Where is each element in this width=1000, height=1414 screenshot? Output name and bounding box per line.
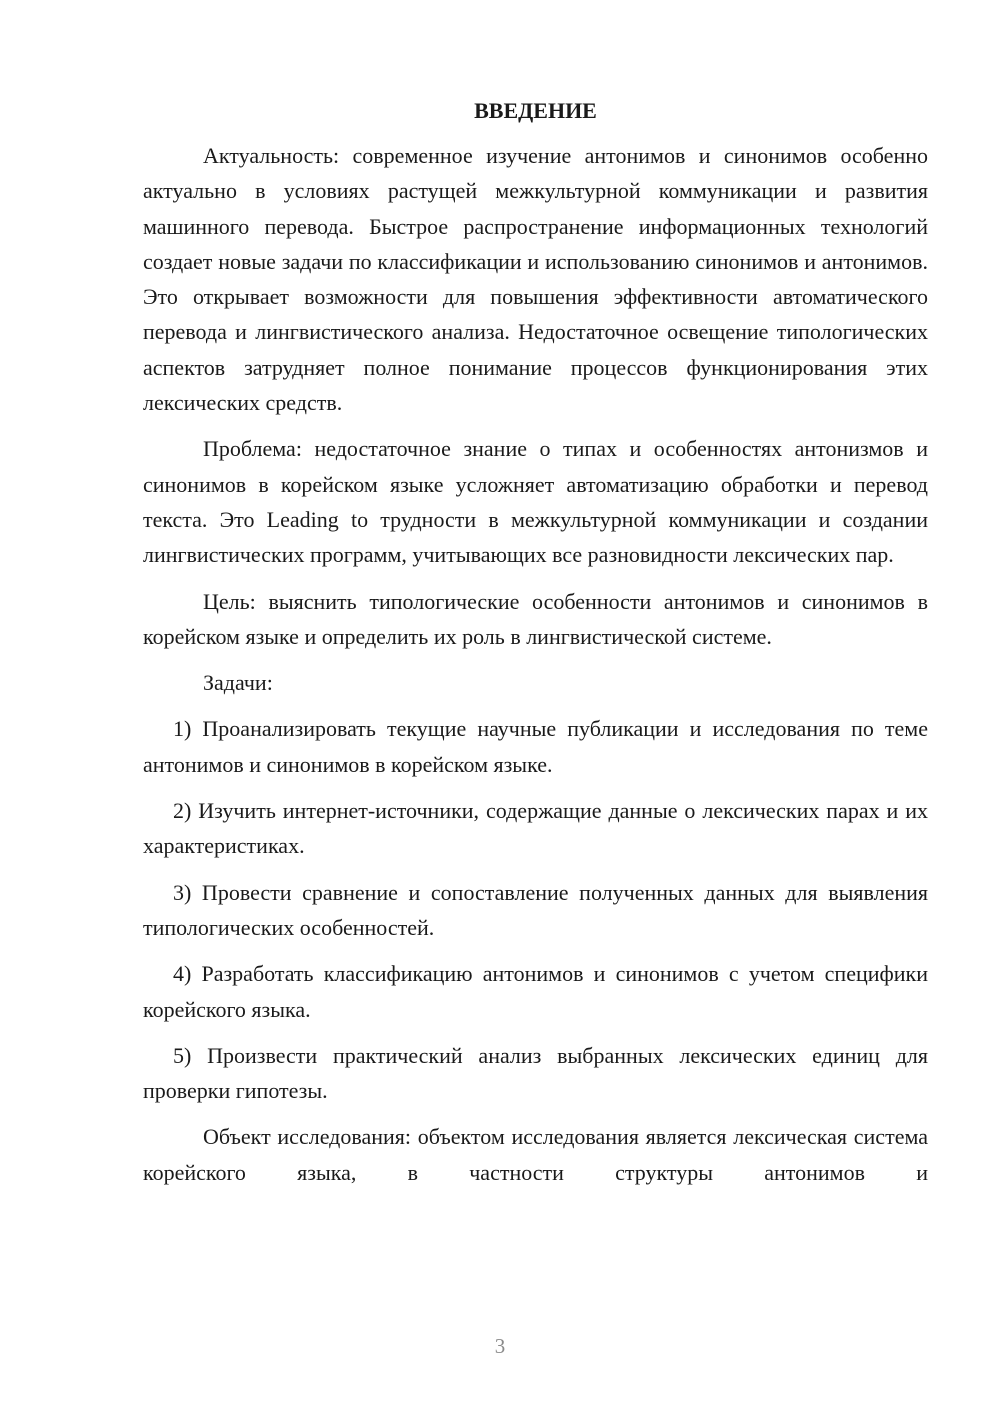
task-item-3: 3) Провести сравнение и сопоставление полученных данных для выявления типологических особенностей. xyxy=(143,879,928,940)
task-item-5: 5) Произвести практический анализ выбранных лексических единиц для проверки гипотезы. xyxy=(143,1042,928,1104)
task-item-4: 4) Разработать классификацию антонимов и синонимов с учетом специфики корейского языка. xyxy=(143,961,928,1022)
object-paragraph: Объект исследования: объектом исследования является лексическая система корейского языка, в частности структуры антонимов и xyxy=(143,1124,928,1185)
page-content xyxy=(143,96,928,1201)
problem-paragraph: Проблема: недостаточное знание о типах и особенностях антонизмов и синонимов в корейском языке усложняет автоматизацию обработки и перевод текста. Это Leading to трудности в межкультурной коммуникации и создании лингвистических программ, учитывающих все разновидности лексических пар. xyxy=(143,436,928,568)
goal-paragraph: Цель: выяснить типологические особенности антонимов и синонимов в корейском языке и определить их роль в лингвистической системе. xyxy=(143,588,928,649)
section-heading: ВВЕДЕНИЕ xyxy=(474,98,597,123)
tasks-title: Задачи: xyxy=(203,670,273,696)
page-number: 3 xyxy=(494,1334,506,1358)
task-item-1: 1) Проанализировать текущие научные публикации и исследования по теме антонимов и синонимов в корейском языке. xyxy=(143,716,928,777)
relevance-paragraph: Актуальность: современное изучение антонимов и синонимов особенно актуально в условиях растущей межкультурной коммуникации и развития машинного перевода. Быстрое распространение информационных технологий создает новые задачи по классификации и использованию синонимов и антонимов. Это открывает возможности для повышения эффективности автоматического перевода и лингвистического анализа. Недостаточное освещение типологических аспектов затрудняет полное понимание процессов функционирования этих лексических средств. xyxy=(143,143,928,416)
task-item-2: 2) Изучить интернет-источники, содержащие данные о лексических парах и их характеристиках. xyxy=(143,798,928,859)
